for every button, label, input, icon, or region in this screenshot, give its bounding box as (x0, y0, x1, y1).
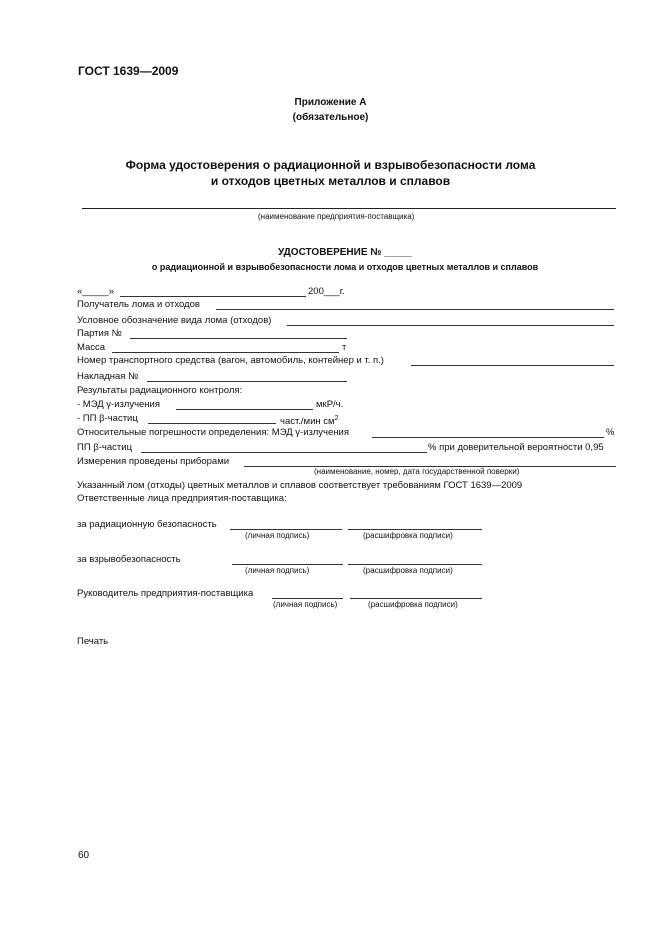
vehicle-field[interactable] (411, 354, 614, 366)
vehicle-label: Номер транспортного средства (вагон, автомобиль, контейнер и т. п.) (77, 355, 384, 366)
date-month-field[interactable] (120, 285, 306, 297)
designation-field[interactable] (287, 314, 614, 326)
mass-unit: т (342, 342, 347, 353)
explosion-decryption-caption: (расшифровка подписи) (363, 566, 453, 575)
explosion-signature-field[interactable] (232, 553, 343, 565)
radiation-safety-label: за радиационную безопасность (77, 519, 217, 530)
batch-label: Партия № (77, 328, 122, 339)
instruments-field[interactable] (244, 455, 616, 467)
explosion-safety-label: за взрывобезопасность (77, 554, 181, 565)
director-signature-field[interactable] (272, 587, 343, 599)
radiation-signature-field[interactable] (230, 518, 342, 530)
pp-label: - ПП β-частиц (77, 413, 138, 424)
director-signature-caption: (личная подпись) (273, 600, 338, 609)
form-title-line1: Форма удостоверения о радиационной и взрывобезопасности лома (125, 158, 536, 172)
recipient-field[interactable] (216, 298, 614, 310)
radiation-decryption-caption: (расшифровка подписи) (363, 531, 453, 540)
radiation-signature-caption: (личная подпись) (245, 531, 310, 540)
instruments-caption: (наименование, номер, дата государственной поверки) (314, 467, 520, 476)
errors-field[interactable] (372, 426, 604, 438)
date-row (77, 285, 114, 298)
batch-field[interactable] (130, 327, 347, 339)
certificate-heading: УДОСТОВЕРЕНИЕ № _____ (277, 247, 413, 258)
date-year: 200___г. (308, 286, 345, 297)
responsible-label: Ответственные лица предприятия-поставщика: (77, 493, 287, 504)
director-decryption-caption: (расшифровка подписи) (368, 600, 458, 609)
pp-unit-sup: 2 (334, 415, 339, 422)
page-number: 60 (78, 850, 90, 861)
compliance-text: Указанный лом (отходы) цветных металлов и сплавов соответствует требованиям ГОСТ 1639—2009 (77, 480, 523, 491)
pp2-label: ПП β-частиц (77, 442, 133, 453)
invoice-label: Накладная № (77, 371, 139, 382)
director-label: Руководитель предприятия-поставщика (77, 588, 254, 599)
annex-title: Приложение А (294, 97, 367, 108)
standard-header: ГОСТ 1639—2009 (78, 64, 179, 78)
invoice-field[interactable] (147, 370, 347, 382)
supplier-caption: (наименование предприятия-поставщика) (258, 212, 415, 221)
instruments-label: Измерения проведены приборами (77, 456, 230, 467)
date-day: «_____» (77, 286, 114, 297)
results-label: Результаты радиационного контроля: (77, 385, 243, 396)
annex-status: (обязательное) (292, 112, 369, 123)
certificate-subheading: о радиационной и взрывобезопасности лома и отходов цветных металлов и сплавов (151, 262, 539, 272)
recipient-label: Получатель лома и отходов (77, 299, 200, 310)
pp-field[interactable] (148, 412, 276, 424)
explosion-signature-caption: (личная подпись) (245, 566, 310, 575)
med-label: - МЭД γ-излучения (77, 399, 160, 410)
mass-label: Масса (77, 342, 106, 353)
explosion-decryption-field[interactable] (348, 553, 482, 565)
confidence-text: % при доверительной вероятности 0,95 (428, 442, 604, 453)
med-field[interactable] (176, 398, 313, 410)
form-title-line2: и отходов цветных металлов и сплавов (210, 174, 451, 188)
radiation-decryption-field[interactable] (348, 518, 482, 530)
director-decryption-field[interactable] (350, 587, 482, 599)
med-unit: мкР/ч. (316, 399, 344, 410)
supplier-name-line[interactable] (82, 208, 616, 209)
annex-block (0, 95, 661, 125)
errors-percent: % (606, 427, 615, 438)
form-title (0, 157, 661, 189)
mass-field[interactable] (112, 341, 339, 353)
stamp-label: Печать (77, 636, 109, 647)
designation-label: Условное обозначение вида лома (отходов) (77, 315, 272, 326)
pp-unit-text: част./мин см (280, 416, 335, 427)
errors-label: Относительные погрешности определения: МЭД γ-излучения (77, 427, 349, 438)
pp2-field[interactable] (141, 441, 427, 453)
